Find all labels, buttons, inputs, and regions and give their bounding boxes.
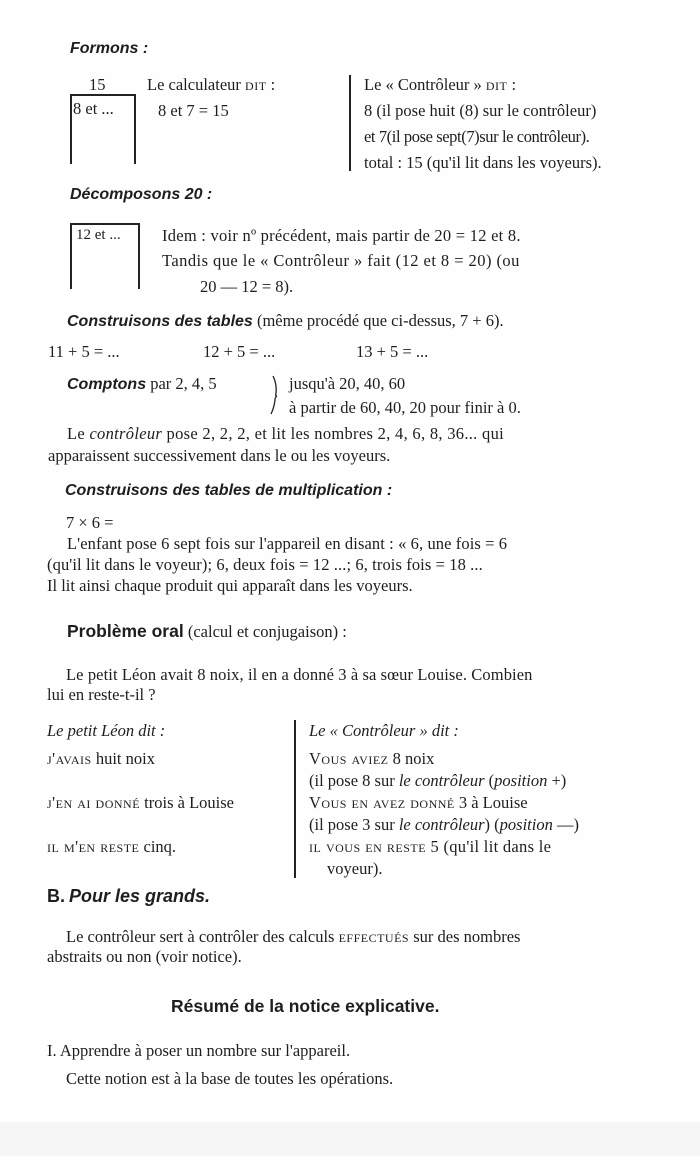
comptons-paragraph-line-2: apparaissent successivement dans le ou les voyeurs.: [48, 446, 391, 465]
decomposons-line-3: 20 — 12 = 8).: [200, 277, 294, 296]
grands-line-1: Le contrôleur sert à contrôler des calculs effectués sur des nombres: [66, 927, 521, 946]
multiplication-heading: Construisons des tables de multiplication :: [65, 482, 393, 499]
multiplication-line-2: (qu'il lit dans le voyeur); 6, deux fois = 12 ...; 6, trois fois = 18 ...: [47, 555, 483, 574]
formons-column-divider: [349, 75, 351, 171]
comptons-line: Comptons par 2, 4, 5: [67, 374, 217, 393]
resume-heading: Résumé de la notice explicative.: [171, 996, 440, 1016]
probleme-line-1: Le petit Léon avait 8 noix, il en a donné 3 à sa sœur Louise. Combien: [66, 665, 533, 684]
formons-heading: Formons :: [70, 40, 149, 57]
controleur-line-a: Vous aviez 8 noix: [309, 749, 435, 768]
page-bottom-edge: [0, 1122, 700, 1156]
multiplication-equation: 7 × 6 =: [66, 513, 114, 532]
decomposons-heading: Décomposons 20 :: [70, 186, 213, 203]
decomposons-box-right-rule: [138, 223, 140, 289]
resume-item-1-line-2: Cette notion est à la base de toutes les opérations.: [66, 1069, 394, 1088]
controleur-line-1: 8 (il pose huit (8) sur le contrôleur): [364, 101, 597, 120]
multiplication-line-1: L'enfant pose 6 sept fois sur l'appareil en disant : « 6, une fois = 6: [67, 534, 508, 553]
controleur-line-d: (il pose 3 sur le contrôleur) (position —): [309, 815, 579, 834]
controleur-column-heading: Le « Contrôleur » dit :: [309, 721, 459, 740]
comptons-paragraph-line-1: Le contrôleur pose 2, 2, 2, et lit les nombres 2, 4, 6, 8, 36... qui: [67, 424, 505, 443]
formons-box-left-rule: [70, 94, 72, 164]
decomposons-box-inner: 12 et ...: [76, 227, 121, 243]
controleur-line-e: il vous en reste 5 (qu'il lit dans le: [309, 837, 552, 856]
leon-column-heading: Le petit Léon dit :: [47, 721, 166, 740]
grands-line-2: abstraits ou non (voir notice).: [47, 947, 242, 966]
formons-box-right-rule: [134, 94, 136, 164]
probleme-line: Problème oral (calcul et conjugaison) :: [67, 621, 347, 641]
decomposons-box-left-rule: [70, 223, 72, 289]
leon-line-1: j'avais huit noix: [47, 749, 155, 768]
controleur-line-3: total : 15 (qu'il lit dans les voyeurs).: [364, 153, 602, 172]
leon-line-2: j'en ai donné trois à Louise: [47, 793, 234, 812]
calculateur-equation: 8 et 7 = 15: [158, 101, 229, 120]
multiplication-line-3: Il lit ainsi chaque produit qui apparaît dans les voyeurs.: [47, 576, 413, 595]
probleme-line-2: lui en reste-t-il ?: [47, 685, 156, 704]
comptons-line-1: jusqu'à 20, 40, 60: [289, 374, 406, 393]
grands-heading: B. Pour les grands.: [47, 886, 211, 906]
controleur-line-2: et 7(il pose sept(7)sur le contrôleur).: [364, 127, 590, 146]
leon-line-3: il m'en reste cinq.: [47, 837, 177, 856]
tables-line: Construisons des tables (même procédé que ci-dessus, 7 + 6).: [67, 311, 504, 330]
tables-example-2: 12 + 5 = ...: [203, 342, 276, 361]
tables-example-1: 11 + 5 = ...: [48, 342, 120, 361]
controleur-line-f: voyeur).: [327, 859, 383, 878]
decomposons-line-1: Idem : voir nº précédent, mais partir de 20 = 12 et 8.: [162, 226, 521, 245]
controleur-label: Le « Contrôleur » dit :: [364, 75, 517, 94]
controleur-line-c: Vous en avez donné 3 à Louise: [309, 793, 528, 812]
probleme-column-divider: [294, 720, 296, 878]
decomposons-line-2: Tandis que le « Contrôleur » fait (12 et 8 = 20) (ou: [162, 251, 520, 270]
formons-box-top-rule: [70, 94, 136, 96]
formons-box-top: 15: [89, 75, 106, 94]
comptons-brace-icon: [269, 374, 281, 416]
formons-box-inner: 8 et ...: [73, 99, 114, 118]
controleur-line-b: (il pose 8 sur le contrôleur (position +): [309, 771, 567, 790]
decomposons-box-top-rule: [70, 223, 140, 225]
comptons-line-2: à partir de 60, 40, 20 pour finir à 0.: [289, 398, 521, 417]
calculateur-label: Le calculateur dit :: [147, 75, 276, 94]
resume-item-1: I. Apprendre à poser un nombre sur l'appareil.: [47, 1041, 351, 1060]
tables-example-3: 13 + 5 = ...: [356, 342, 429, 361]
